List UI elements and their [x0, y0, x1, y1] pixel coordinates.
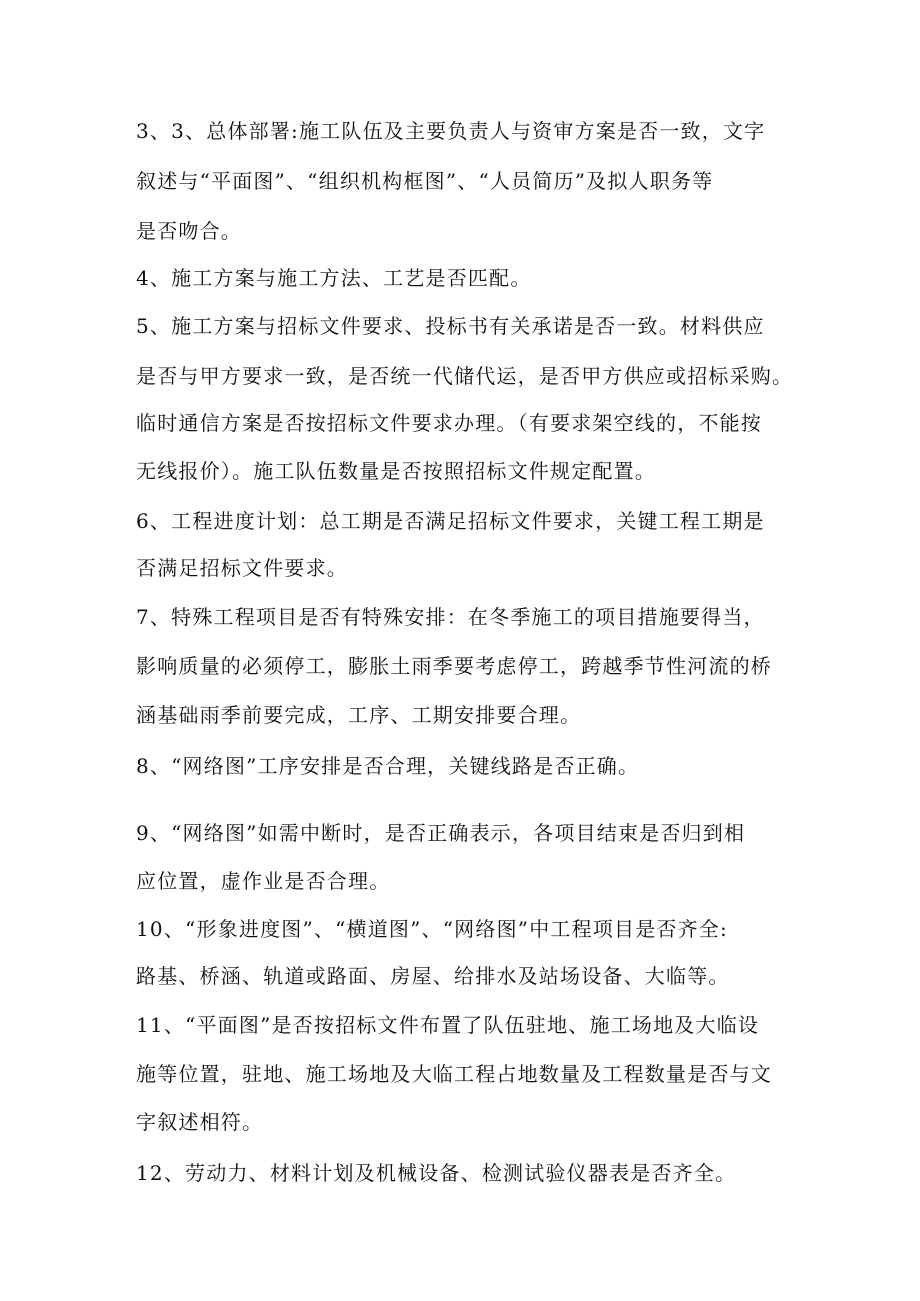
text-line: 临时通信方案是否按招标文件要求办理。（有要求架空线的，不能按: [136, 411, 762, 435]
text-line: 3、3、总体部署:施工队伍及主要负责人与资审方案是否一致，文字: [136, 119, 766, 143]
text-line: 无线报价）。施工队伍数量是否按照招标文件规定配置。: [136, 459, 656, 483]
text-line: 是否与甲方要求一致，是否统一代储代运，是否甲方供应或招标采购。: [136, 364, 794, 388]
text-line: 路基、桥涵、轨道或路面、房屋、给排水及站场设备、大临等。: [136, 964, 730, 988]
text-line: 9、“网络图”如需中断时，是否正确表示，各项目结束是否归到相: [136, 821, 746, 845]
text-line: 4、施工方案与施工方法、工艺是否匹配。: [136, 266, 532, 290]
text-line: 字叙述相符。: [136, 1110, 264, 1134]
text-line: 否满足招标文件要求。: [136, 556, 348, 580]
text-line: 11、“平面图”是否按招标文件布置了队伍驻地、施工场地及大临设: [136, 1013, 760, 1037]
text-line: 6、工程进度计划：总工期是否满足招标文件要求，关键工程工期是: [136, 509, 765, 533]
text-line: 7、特殊工程项目是否有特殊安排：在冬季施工的项目措施要得当，: [136, 605, 765, 629]
text-line: 8、“网络图”工序安排是否合理，关键线路是否正确。: [136, 754, 640, 778]
text-line: 影响质量的必须停工，膨胀土雨季要考虑停工，跨越季节性河流的桥: [136, 654, 772, 678]
text-line: 5、施工方案与招标文件要求、投标书有关承诺是否一致。材料供应: [136, 314, 765, 338]
text-line: 施等位置，驻地、施工场地及大临工程占地数量及工程数量是否与文: [136, 1062, 772, 1086]
text-line: 12、劳动力、材料计划及机械设备、检测试验仪器表是否齐全。: [136, 1161, 737, 1185]
text-line: 是否吻合。: [136, 219, 242, 243]
text-line: 叙述与“平面图”、“组织机构框图”、“人员简历”及拟人职务等: [136, 169, 714, 193]
text-line: 10、“形象进度图”、“横道图”、“网络图”中工程项目是否齐全:: [136, 917, 728, 941]
text-line: 涵基础雨季前要完成，工序、工期安排要合理。: [136, 703, 582, 727]
text-line: 应位置，虚作业是否合理。: [136, 869, 391, 893]
